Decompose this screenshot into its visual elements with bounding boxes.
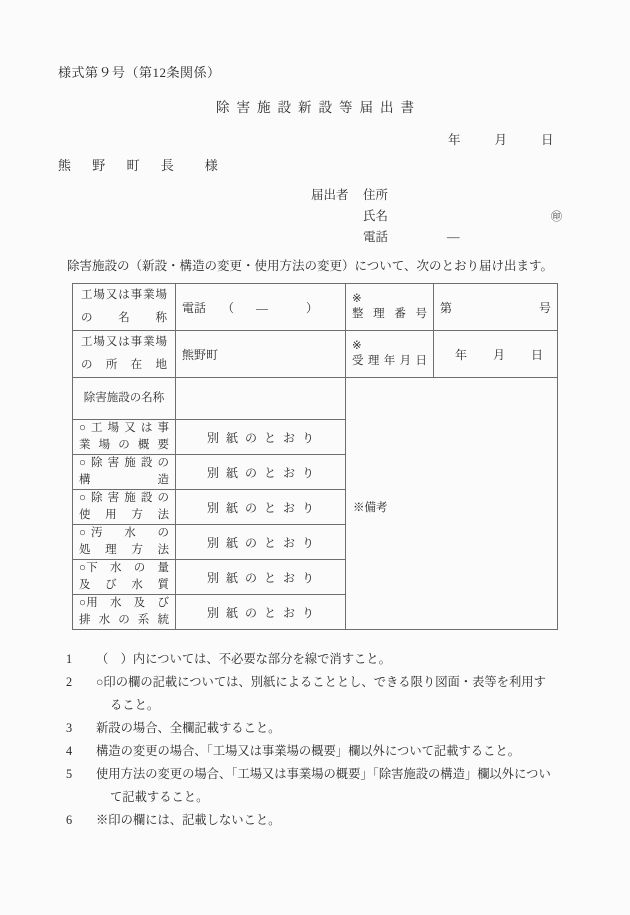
note-item (62, 648, 618, 671)
marked-label-2-line1: ○除害施設の (79, 492, 169, 504)
submitter-address-label: 住所 (363, 188, 389, 202)
submitter-name-row (311, 206, 562, 227)
marked-value-cell-0 (176, 420, 346, 455)
marked-label-3-line1: ○汚 水 の (79, 527, 169, 539)
document-title: 除害施設新設等届出書 (216, 100, 421, 115)
date-year-label: 年 (448, 133, 461, 147)
note-text-3: 新設の場合、全欄記載すること。 (96, 721, 281, 735)
marked-value-cell-1 (176, 455, 346, 490)
receipt-date-label-cell (346, 331, 434, 378)
submitter-lead-label: 届出者 (311, 188, 349, 202)
factory-name-label-line2: の 名 称 (81, 312, 167, 324)
receipt-date-field (440, 346, 551, 363)
note-text-1: （ ）内については、不必要な部分を線で消すこと。 (96, 652, 391, 666)
note-index-1: 1 (66, 652, 73, 666)
marked-label-cell-4 (73, 560, 176, 595)
official-use-mark: ※ (352, 293, 362, 305)
marked-label-cell-1 (73, 455, 176, 490)
note-item (62, 809, 618, 832)
factory-name-label-cell (73, 284, 176, 331)
receipt-date-label-text: 受理年月日 (352, 355, 427, 367)
facility-name-label-cell (73, 378, 176, 420)
note-index-3: 3 (66, 721, 73, 735)
facility-name-label: 除害施設の名称 (83, 392, 165, 404)
official-use-mark: ※ (352, 340, 362, 352)
attached-note-1: 別紙のとおり (206, 465, 321, 480)
submitter-tel-row (311, 227, 562, 248)
note-text-6: ※印の欄には、記載しないこと。 (96, 813, 281, 827)
table-row-factory-name (73, 284, 558, 331)
note-text-2-main: ○印の欄の記載については、別紙によることとし、できる限り図面・表等を利用す (96, 675, 546, 689)
note-item (62, 671, 618, 717)
note-text-2 (96, 671, 618, 717)
submitter-block (311, 185, 562, 248)
intro-sentence: 除害施設の（新設・構造の変更・使用方法の変更）について、次のとおり届け出ます。 (67, 259, 554, 273)
factory-address-label-line1: 工場又は事業場 (81, 336, 167, 348)
marked-label-5-line1: ○用 水 及 び (79, 597, 169, 609)
reference-number-label (352, 290, 427, 324)
receipt-date-label (352, 337, 427, 371)
reference-number-suffix: 号 (538, 300, 551, 315)
table-row-facility-name (73, 378, 558, 420)
attached-note-2: 別紙のとおり (206, 500, 321, 515)
receipt-month-label: 月 (492, 347, 505, 362)
submitter-tel-dash: ― (447, 230, 460, 244)
attached-note-3: 別紙のとおり (206, 535, 321, 550)
note-index-5: 5 (66, 767, 73, 781)
note-item (62, 740, 618, 763)
remarks-cell (346, 378, 558, 630)
marked-label-1-line1: ○除害施設の (79, 457, 169, 469)
date-month-label: 月 (494, 133, 508, 147)
form-number: 様式第９号（第12条関係） (58, 65, 221, 80)
submitter-address-row (311, 185, 562, 206)
remarks-label: ※備考 (353, 501, 388, 514)
factory-address-value: 熊野町 (182, 347, 219, 362)
tel-dash: ― (256, 300, 269, 315)
note-index-2: 2 (66, 675, 73, 689)
factory-name-value-cell[interactable] (176, 284, 346, 331)
note-text-5 (96, 763, 618, 809)
note-item (62, 763, 618, 809)
notes-list (62, 648, 618, 832)
marked-label-cell-0 (73, 420, 176, 455)
marked-label-3-line2: 処理方法 (79, 544, 169, 556)
reference-number-value-cell (434, 284, 558, 331)
marked-value-cell-5 (176, 595, 346, 630)
receipt-year-label: 年 (454, 347, 467, 362)
reference-number-label-text: 整理番号 (352, 308, 427, 320)
marked-label-1-line2: 構 造 (79, 474, 169, 486)
reference-number-label-cell (346, 284, 434, 331)
attached-note-0: 別紙のとおり (206, 430, 321, 445)
receipt-day-label: 日 (530, 347, 543, 362)
factory-name-label-line1: 工場又は事業場 (81, 289, 167, 301)
factory-address-value-cell[interactable] (176, 331, 346, 378)
attached-note-5: 別紙のとおり (206, 605, 321, 620)
reference-number-field (440, 299, 551, 316)
marked-label-cell-3 (73, 525, 176, 560)
declaration-table (72, 283, 558, 630)
attached-note-4: 別紙のとおり (206, 570, 321, 585)
submission-date-line (448, 130, 554, 148)
table-row-factory-address (73, 331, 558, 378)
marked-value-cell-3 (176, 525, 346, 560)
note-item (62, 717, 618, 740)
marked-value-cell-4 (176, 560, 346, 595)
submitter-name-label: 氏名 (363, 209, 389, 223)
factory-address-label-line2: の 所 在 地 (81, 359, 167, 371)
note-text-4: 構造の変更の場合、「工場又は事業場の概要」欄以外について記載すること。 (96, 744, 520, 758)
marked-label-0-line1: ○工場又は事 (79, 422, 169, 434)
marked-value-cell-2 (176, 490, 346, 525)
marked-label-4-line2: 及 び 水 質 (79, 579, 169, 591)
factory-tel-field[interactable] (182, 299, 339, 316)
note-text-2-cont: ること。 (110, 698, 160, 712)
addressee: 熊 野 町 長 様 (58, 158, 227, 173)
tel-label: 電話 (182, 300, 207, 315)
marked-label-2-line2: 使用方法 (79, 509, 169, 521)
note-index-6: 6 (66, 813, 73, 827)
note-text-5-main: 使用方法の変更の場合、「工場又は事業場の概要」「除害施設の構造」欄以外につい (96, 767, 551, 781)
note-index-4: 4 (66, 744, 73, 758)
tel-paren-open: （ (222, 300, 235, 315)
seal-icon: ㊞ (551, 211, 562, 223)
reference-number-prefix: 第 (440, 300, 453, 315)
marked-label-cell-2 (73, 490, 176, 525)
factory-address-label-cell (73, 331, 176, 378)
facility-name-value-cell[interactable] (176, 378, 346, 420)
note-text-5-cont: て記載すること。 (110, 790, 209, 804)
date-day-label: 日 (541, 133, 554, 147)
marked-label-5-line2: 排水の系統 (79, 614, 169, 626)
marked-label-cell-5 (73, 595, 176, 630)
marked-label-0-line2: 業場の概要 (79, 439, 169, 451)
submitter-tel-label: 電話 (363, 230, 389, 244)
receipt-date-value-cell (434, 331, 558, 378)
tel-paren-close: ） (306, 300, 319, 315)
marked-label-4-line1: ○下 水 の 量 (79, 562, 169, 574)
